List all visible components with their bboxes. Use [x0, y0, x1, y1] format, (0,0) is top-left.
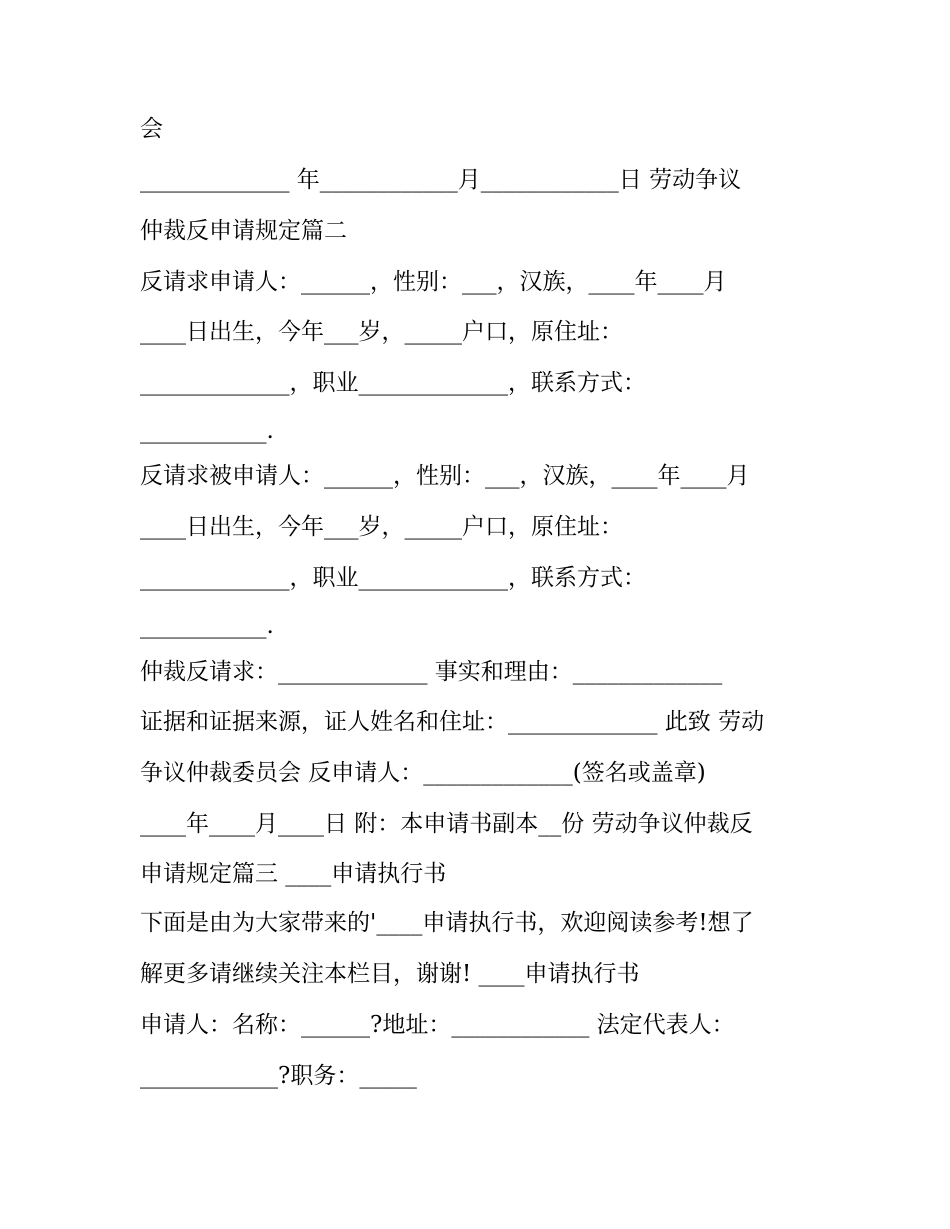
text-line: 仲裁反申请规定篇二: [140, 218, 347, 244]
text-line: _____________，职业_____________，联系方式：: [140, 565, 646, 591]
text-line: 申请规定篇三 ____申请执行书: [140, 861, 447, 887]
text-line: 下面是由为大家带来的'____申请执行书，欢迎阅读参考!想了: [140, 910, 754, 936]
text-line: ___________.: [140, 613, 274, 639]
text-line: 申请人：名称：______?地址：____________ 法定代表人：: [140, 1012, 735, 1038]
text-line: 证据和证据来源，证人姓名和住址：_____________ 此致 劳动: [140, 709, 765, 735]
text-line: ____年____月____日 附：本申请书副本__份 劳动争议仲裁反: [140, 811, 753, 837]
text-line: _____________，职业_____________，联系方式：: [140, 370, 646, 396]
text-line: ____日出生，今年___岁，_____户口，原住址：: [140, 514, 623, 540]
text-line: 争议仲裁委员会 反申请人：_____________(签名或盖章): [140, 760, 706, 786]
text-line: ____________?职务：_____: [140, 1063, 417, 1089]
text-line: 解更多请继续关注本栏目，谢谢! ____申请执行书: [140, 961, 640, 987]
text-line: 反请求申请人：______，性别：___，汉族，____年____月: [140, 269, 727, 295]
text-line: _____________ 年____________月____________日 劳动争议: [140, 167, 742, 193]
text-line: ____日出生，今年___岁，_____户口，原住址：: [140, 319, 623, 345]
text-line: 会: [140, 116, 163, 142]
text-line: 仲裁反请求：_____________ 事实和理由：_____________: [140, 659, 723, 685]
text-line: 反请求被申请人：______，性别：___，汉族，____年____月: [140, 463, 750, 489]
text-line: ___________.: [140, 418, 274, 444]
